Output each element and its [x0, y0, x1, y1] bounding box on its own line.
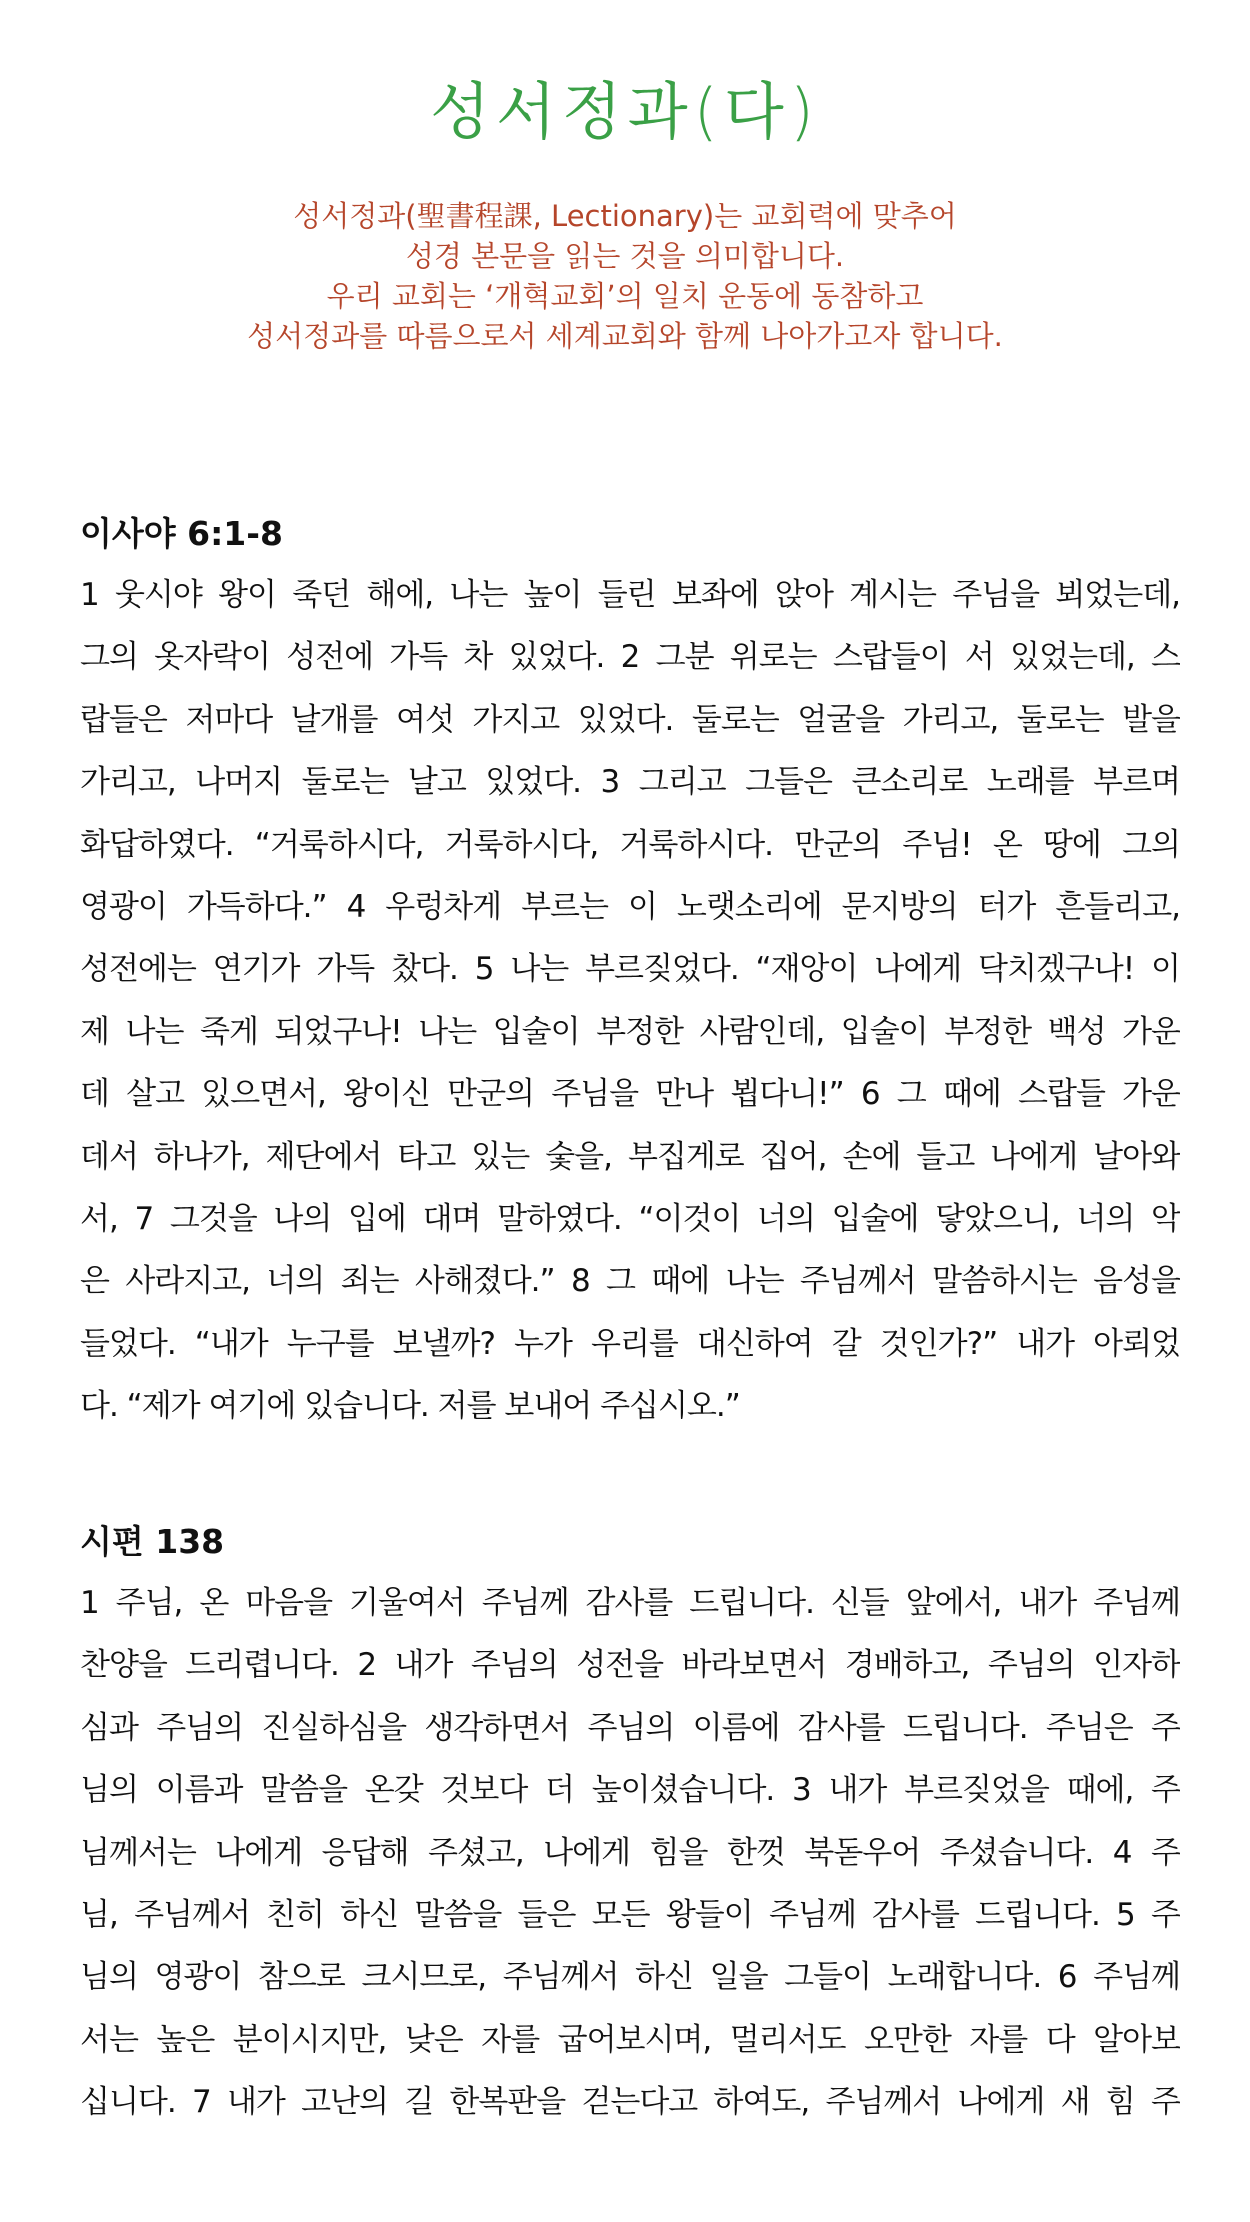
body-line: 님, 주님께서 친히 하신 말씀을 들은 모든 왕들이 주님께 감사를 드립니다. 5 주 — [80, 1896, 1180, 1933]
body-line: 가리고, 나머지 둘로는 날고 있었다. 3 그리고 그들은 큰소리로 노래를 부르며 — [80, 764, 1180, 801]
body-line: 1 웃시야 왕이 죽던 해에, 나는 높이 들린 보좌에 앉아 계시는 주님을 뵈었는데, — [80, 577, 1180, 613]
body-line: 은 사라지고, 너의 죄는 사해졌다.” 8 그 때에 나는 주님께서 말씀하시는 음성을 — [80, 1263, 1180, 1300]
intro-line: 성서정과(聖書程課, Lectionary)는 교회력에 맞추어 — [293, 199, 957, 233]
body-line: 제 나는 죽게 되었구나! 나는 입술이 부정한 사람인데, 입술이 부정한 백성 가운 — [80, 1013, 1180, 1050]
body-line: 찬양을 드리렵니다. 2 내가 주님의 성전을 바라보면서 경배하고, 주님의 인자하 — [80, 1647, 1180, 1684]
body-line: 님의 이름과 말씀을 온갖 것보다 더 높이셨습니다. 3 내가 부르짖었을 때에, 주 — [80, 1772, 1180, 1809]
body-line: 데 살고 있으면서, 왕이신 만군의 주님을 만나 뵙다니!” 6 그 때에 스랍들 가운 — [80, 1076, 1180, 1113]
reading-isaiah — [80, 510, 1180, 1437]
body-line: 님께서는 나에게 응답해 주셨고, 나에게 힘을 한껏 북돋우어 주셨습니다. 4 주 — [80, 1834, 1180, 1871]
body-line: 랍들은 저마다 날개를 여섯 가지고 있었다. 둘로는 얼굴을 가리고, 둘로는 발을 — [80, 701, 1180, 738]
body-line: 1 주님, 온 마음을 기울여서 주님께 감사를 드립니다. 신들 앞에서, 내가 주님께 — [80, 1585, 1180, 1621]
body-line: 심과 주님의 진실하심을 생각하면서 주님의 이름에 감사를 드립니다. 주님은 주 — [80, 1709, 1180, 1746]
body-line: 영광이 가득하다.” 4 우렁차게 부르는 이 노랫소리에 문지방의 터가 흔들리고, — [80, 888, 1180, 925]
intro-line: 성경 본문을 읽는 것을 의미합니다. — [405, 239, 845, 273]
reading-psalm — [80, 1518, 1180, 2134]
body-line: 다. “제가 여기에 있습니다. 저를 보내어 주십시오.” — [80, 1388, 740, 1425]
body-line: 데서 하나가, 제단에서 타고 있는 숯을, 부집게로 집어, 손에 들고 나에게 날아와 — [80, 1138, 1180, 1175]
reading-title: 시편 138 — [80, 1522, 225, 1561]
reading-body — [80, 1572, 1180, 2134]
body-line: 님의 영광이 참으로 크시므로, 주님께서 하신 일을 그들이 노래합니다. 6 주님께 — [80, 1959, 1180, 1996]
intro-line: 우리 교회는 ‘개혁교회’의 일치 운동에 동참하고 — [326, 279, 924, 313]
reading-title: 이사야 6:1-8 — [80, 514, 283, 553]
body-line: 서는 높은 분이시지만, 낮은 자를 굽어보시며, 멀리서도 오만한 자를 다 알아보 — [80, 2021, 1180, 2058]
body-line: 화답하였다. “거룩하시다, 거룩하시다, 거룩하시다. 만군의 주님! 온 땅에 그의 — [80, 826, 1180, 863]
body-line: 십니다. 7 내가 고난의 길 한복판을 걷는다고 하여도, 주님께서 나에게 새 힘 주 — [80, 2084, 1180, 2121]
intro-line: 성서정과를 따름으로서 세계교회와 함께 나아가고자 합니다. — [247, 319, 1003, 353]
body-line: 서, 7 그것을 나의 입에 대며 말하였다. “이것이 너의 입술에 닿았으니, 너의 악 — [80, 1200, 1180, 1237]
body-line: 성전에는 연기가 가득 찼다. 5 나는 부르짖었다. “재앙이 나에게 닥치겠구나! 이 — [80, 951, 1180, 988]
page-title: 성서정과(다) — [430, 75, 820, 148]
intro-paragraph — [0, 196, 1250, 356]
reading-body — [80, 564, 1180, 1437]
body-line: 들었다. “내가 누구를 보낼까? 누가 우리를 대신하여 갈 것인가?” 내가 아뢰었 — [80, 1325, 1180, 1362]
body-line: 그의 옷자락이 성전에 가득 차 있었다. 2 그분 위로는 스랍들이 서 있었는데, 스 — [80, 639, 1180, 676]
